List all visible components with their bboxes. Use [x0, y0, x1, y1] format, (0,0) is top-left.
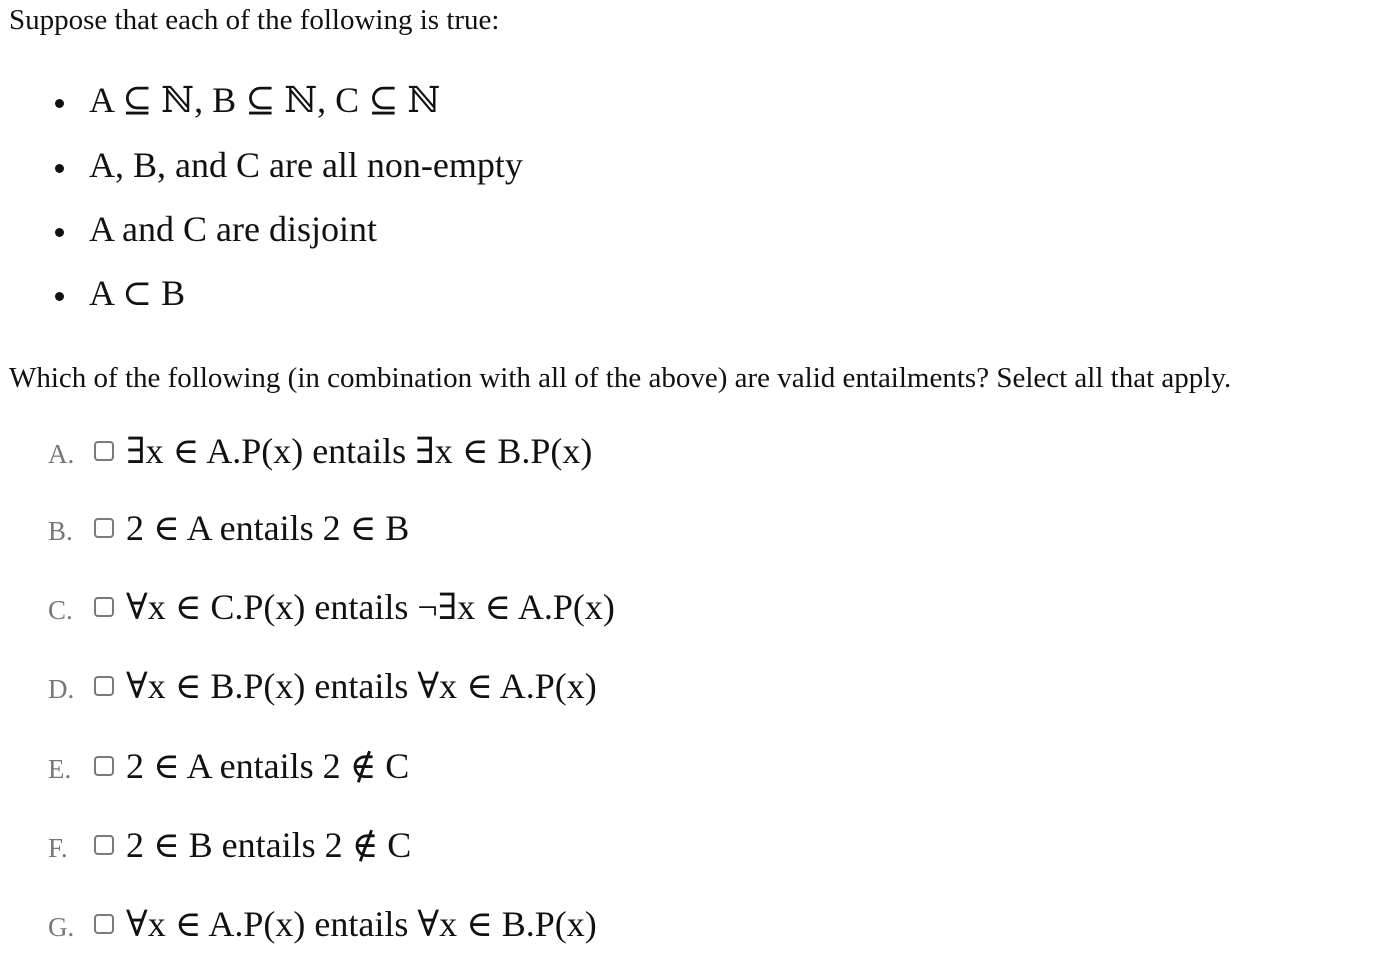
option-letter: E.: [48, 754, 72, 785]
option-f[interactable]: [48, 822, 411, 868]
condition-item: [55, 271, 185, 315]
bullet-icon: [55, 164, 64, 173]
bullet-icon: [55, 292, 64, 301]
option-c[interactable]: [48, 584, 615, 630]
option-text: ∀x ∈ C.P(x) entails ¬∃x ∈ A.P(x): [126, 587, 615, 628]
option-checkbox[interactable]: [94, 441, 114, 461]
intro-text: Suppose that each of the following is true:: [9, 4, 500, 36]
option-d[interactable]: [48, 663, 597, 709]
condition-item: [55, 207, 377, 251]
option-b[interactable]: [48, 505, 409, 551]
option-text: ∀x ∈ A.P(x) entails ∀x ∈ B.P(x): [126, 904, 597, 945]
condition-item: [55, 78, 440, 122]
option-letter: B.: [48, 516, 73, 547]
option-checkbox[interactable]: [94, 756, 114, 776]
option-a[interactable]: [48, 428, 592, 474]
option-checkbox[interactable]: [94, 518, 114, 538]
bullet-icon: [55, 228, 64, 237]
option-text: ∃x ∈ A.P(x) entails ∃x ∈ B.P(x): [126, 431, 593, 472]
option-letter: A.: [48, 439, 75, 470]
option-letter: G.: [48, 912, 75, 943]
bullet-icon: [55, 99, 64, 108]
option-checkbox[interactable]: [94, 597, 114, 617]
question-text: Which of the following (in combination with all of the above) are valid entailments? Select all that apply.: [9, 362, 1232, 394]
option-g[interactable]: [48, 901, 597, 947]
option-text: 2 ∈ A entails 2 ∈ B: [126, 508, 410, 549]
option-letter: C.: [48, 595, 73, 626]
condition-item: [55, 143, 523, 187]
option-checkbox[interactable]: [94, 676, 114, 696]
option-text: ∀x ∈ B.P(x) entails ∀x ∈ A.P(x): [126, 666, 597, 707]
option-letter: D.: [48, 674, 75, 705]
condition-text: A and C are disjoint: [89, 209, 377, 249]
option-checkbox[interactable]: [94, 914, 114, 934]
option-e[interactable]: [48, 743, 409, 789]
option-text: 2 ∈ A entails 2 ∉ C: [126, 746, 410, 787]
condition-text: A ⊆ ℕ, B ⊆ ℕ, C ⊆ ℕ: [89, 80, 441, 120]
condition-text: A ⊂ B: [89, 273, 186, 313]
option-text: 2 ∈ B entails 2 ∉ C: [126, 825, 412, 866]
option-checkbox[interactable]: [94, 835, 114, 855]
option-letter: F.: [48, 833, 68, 864]
condition-text: A, B, and C are all non-empty: [89, 145, 523, 185]
